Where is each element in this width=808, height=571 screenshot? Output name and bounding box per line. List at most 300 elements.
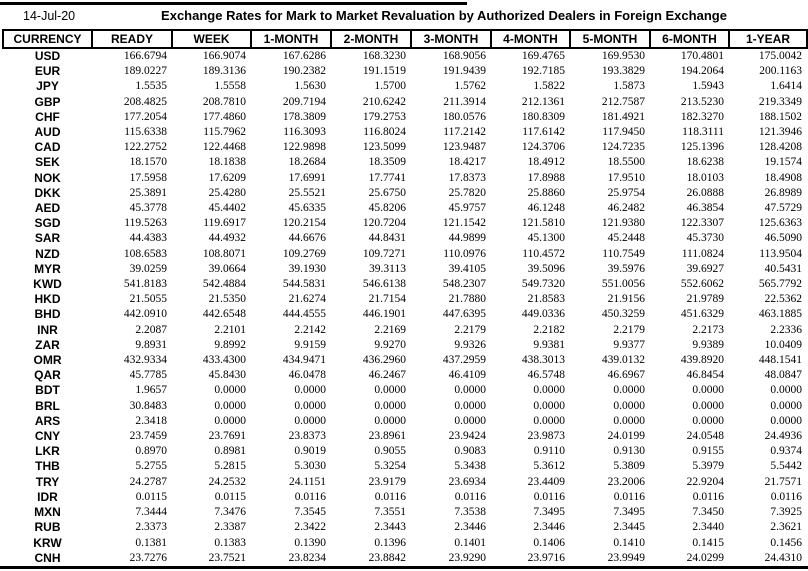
rate-value-3-month: 117.2142: [443, 126, 486, 139]
rate-value-week: 122.4468: [202, 141, 246, 154]
rate-value-1-month: 17.6991: [288, 171, 326, 184]
currency-code: BHD: [34, 307, 61, 322]
rate-value-4-month: 0.9110: [533, 445, 565, 458]
rate-value-6-month: 0.9155: [692, 445, 724, 458]
column-header-1-month: 1-MONTH: [251, 30, 331, 48]
rate-value-2-month: 210.6242: [362, 95, 406, 108]
rate-value-week: 0.0000: [214, 384, 246, 397]
rate-value-1-month: 0.0000: [294, 384, 326, 397]
rate-value-5-month: 2.3445: [613, 521, 645, 534]
rate-value-5-month: 110.7549: [602, 247, 645, 260]
rate-value-1-month: 116.3093: [283, 126, 326, 139]
rate-value-3-month: 548.2307: [442, 278, 486, 291]
rate-value-5-month: 0.0000: [613, 384, 645, 397]
rate-value-6-month: 194.2064: [680, 65, 724, 78]
rate-value-week: 0.8981: [214, 445, 246, 458]
rate-value-4-month: 9.9381: [533, 338, 565, 351]
rate-value-1-year: 448.1541: [758, 354, 802, 367]
rate-value-3-month: 18.4217: [448, 156, 486, 169]
table-row-sar: [3, 231, 807, 246]
rate-value-week: 208.7810: [202, 95, 246, 108]
rate-value-2-month: 0.1396: [374, 536, 406, 549]
rate-value-week: 1.5558: [214, 80, 246, 93]
rate-value-5-month: 117.9450: [602, 126, 645, 139]
rate-value-ready: 39.0259: [129, 262, 167, 275]
rate-value-6-month: 552.6062: [680, 278, 724, 291]
rate-value-week: 7.3476: [214, 506, 246, 519]
rate-value-4-month: 25.8860: [527, 186, 565, 199]
rate-value-6-month: 46.3854: [686, 202, 724, 215]
rate-value-2-month: 21.7154: [368, 293, 406, 306]
rate-value-1-month: 1.5630: [294, 80, 326, 93]
rate-value-1-year: 200.1163: [759, 65, 802, 78]
rate-value-2-month: 436.2960: [362, 354, 406, 367]
rate-value-3-month: 0.9083: [454, 445, 486, 458]
rate-value-3-month: 0.0116: [454, 490, 486, 503]
rate-value-ready: 108.6583: [123, 247, 167, 260]
rate-value-1-month: 2.2142: [294, 323, 326, 336]
rate-value-1-year: 24.4310: [764, 551, 802, 564]
table-row-cad: [3, 140, 807, 155]
rate-value-2-month: 44.8431: [368, 232, 406, 245]
currency-code: IDR: [37, 489, 58, 504]
exchange-rates-table: [2, 29, 808, 566]
rate-value-week: 18.1838: [208, 156, 246, 169]
rate-value-5-month: 450.3259: [601, 308, 645, 321]
column-header-6-month: 6-MONTH: [650, 30, 729, 48]
table-row-brl: [3, 399, 807, 414]
currency-code: EUR: [34, 64, 61, 79]
rate-value-ready: 21.5055: [129, 293, 167, 306]
rate-value-1-year: 0.9374: [770, 445, 802, 458]
rate-value-week: 442.6548: [202, 308, 246, 321]
rate-value-ready: 2.2087: [135, 323, 167, 336]
rate-value-4-month: 0.0000: [533, 384, 565, 397]
table-row-nzd: [3, 247, 807, 262]
rate-value-ready: 177.2054: [123, 110, 167, 123]
table-row-qar: [3, 368, 807, 383]
rate-value-4-month: 0.1406: [533, 536, 565, 549]
report-date: 14-Jul-20: [23, 9, 76, 23]
rate-value-week: 17.6209: [208, 171, 246, 184]
column-header-4-month: 4-MONTH: [491, 30, 570, 48]
rate-value-6-month: 111.0824: [681, 247, 724, 260]
table-row-eur: [3, 64, 807, 79]
rate-value-2-month: 116.8024: [363, 126, 406, 139]
table-row-lkr: [3, 444, 807, 459]
currency-code: THB: [35, 459, 60, 474]
rate-value-ready: 0.1381: [135, 536, 167, 549]
rate-value-3-month: 44.9899: [448, 232, 486, 245]
rate-value-1-year: 128.4208: [758, 141, 802, 154]
top-border-line: [0, 2, 467, 5]
table-row-gbp: [3, 95, 807, 110]
rate-value-5-month: 0.0000: [613, 399, 645, 412]
rate-value-3-month: 0.0000: [454, 414, 486, 427]
rate-value-1-month: 0.0000: [294, 399, 326, 412]
rate-value-1-month: 2.3422: [294, 521, 326, 534]
rate-value-week: 2.2101: [214, 323, 246, 336]
rate-value-5-month: 17.9510: [607, 171, 645, 184]
rate-value-6-month: 9.9389: [692, 338, 724, 351]
table-row-cnh: [3, 551, 807, 566]
rate-value-week: 45.4402: [208, 202, 246, 215]
currency-code: MYR: [34, 261, 61, 276]
column-header-week: WEEK: [172, 30, 251, 48]
rate-value-5-month: 551.0056: [601, 278, 645, 291]
rate-value-ready: 30.8483: [129, 399, 167, 412]
rate-value-4-month: 212.1361: [521, 95, 565, 108]
rate-value-week: 39.0664: [208, 262, 246, 275]
table-row-idr: [3, 490, 807, 505]
rate-value-3-month: 2.2179: [454, 323, 486, 336]
rate-value-1-year: 46.5090: [764, 232, 802, 245]
column-header-1-year: 1-YEAR: [729, 30, 807, 48]
rate-value-3-month: 9.9326: [454, 338, 486, 351]
rate-value-ready: 189.0227: [123, 65, 167, 78]
rate-value-1-year: 2.3621: [770, 521, 802, 534]
rate-value-3-month: 1.5762: [454, 80, 486, 93]
rate-value-1-year: 18.4908: [764, 171, 802, 184]
rate-value-3-month: 0.0000: [454, 399, 486, 412]
rate-value-week: 21.5350: [208, 293, 246, 306]
rate-value-1-year: 7.3925: [770, 506, 802, 519]
column-header-2-month: 2-MONTH: [331, 30, 411, 48]
currency-code: KWD: [33, 277, 62, 292]
rate-value-ready: 1.5535: [135, 80, 167, 93]
rate-value-1-month: 21.6274: [288, 293, 326, 306]
table-row-bdt: [3, 383, 807, 398]
rate-value-1-month: 120.2154: [282, 217, 326, 230]
table-row-cny: [3, 429, 807, 444]
rate-value-1-month: 44.6676: [288, 232, 326, 245]
table-row-jpy: [3, 79, 807, 94]
rate-value-5-month: 46.2482: [607, 202, 645, 215]
table-body: [3, 48, 807, 566]
rate-value-1-year: 40.5431: [764, 262, 802, 275]
rate-value-4-month: 23.9873: [527, 430, 565, 443]
table-header-row: [3, 30, 807, 48]
rate-value-6-month: 118.3111: [682, 126, 724, 139]
rate-value-1-month: 109.2769: [282, 247, 326, 260]
currency-code: SGD: [34, 216, 61, 231]
rate-value-1-month: 5.3030: [294, 460, 326, 473]
rate-value-3-month: 45.9757: [448, 202, 486, 215]
rate-value-week: 108.8071: [202, 247, 246, 260]
rate-value-6-month: 21.9789: [686, 293, 724, 306]
rate-value-4-month: 110.4572: [522, 247, 565, 260]
table-row-bhd: [3, 307, 807, 322]
currency-code: CNY: [34, 429, 61, 444]
table-row-mxn: [3, 505, 807, 520]
rate-value-1-month: 190.2382: [282, 65, 326, 78]
rate-value-3-month: 123.9487: [442, 141, 486, 154]
rate-value-6-month: 213.5230: [680, 95, 724, 108]
rate-value-2-month: 1.5700: [374, 80, 406, 93]
rate-value-week: 119.6917: [203, 217, 246, 230]
rate-value-3-month: 17.8373: [448, 171, 486, 184]
rate-value-1-year: 463.1885: [758, 308, 802, 321]
rate-value-ready: 119.5263: [124, 217, 167, 230]
currency-code: CAD: [34, 140, 61, 155]
rate-value-4-month: 180.8309: [521, 110, 565, 123]
rate-value-ready: 442.0910: [123, 308, 167, 321]
rate-value-4-month: 23.4409: [527, 475, 565, 488]
rate-value-6-month: 39.6927: [686, 262, 724, 275]
currency-code: CNH: [34, 550, 61, 565]
rate-value-5-month: 23.2006: [607, 475, 645, 488]
rate-value-6-month: 1.5943: [692, 80, 724, 93]
rate-value-5-month: 5.3809: [613, 460, 645, 473]
rate-value-ready: 541.8183: [123, 278, 167, 291]
rate-value-week: 23.7521: [208, 551, 246, 564]
rate-value-1-year: 2.2336: [770, 323, 802, 336]
rate-value-week: 5.2815: [214, 460, 246, 473]
rate-value-1-year: 0.0000: [770, 399, 802, 412]
rate-value-4-month: 117.6142: [522, 126, 565, 139]
rate-value-1-year: 113.9504: [759, 247, 802, 260]
rate-value-5-month: 25.9754: [607, 186, 645, 199]
rate-value-6-month: 182.3270: [680, 110, 724, 123]
currency-code: KRW: [33, 535, 62, 550]
rate-value-2-month: 168.3230: [362, 50, 406, 62]
currency-code: AUD: [34, 125, 61, 140]
rate-value-6-month: 122.3307: [680, 217, 724, 230]
column-header-3-month: 3-MONTH: [411, 30, 491, 48]
column-header-ready: READY: [92, 30, 172, 48]
rate-value-4-month: 2.2182: [533, 323, 565, 336]
rate-value-1-year: 0.1456: [770, 536, 802, 549]
rate-value-ready: 0.0115: [135, 490, 167, 503]
table-row-sek: [3, 155, 807, 170]
rate-value-2-month: 0.0116: [374, 490, 406, 503]
rate-value-1-month: 434.9471: [282, 354, 326, 367]
rate-value-ready: 432.9334: [123, 354, 167, 367]
table-row-chf: [3, 110, 807, 125]
currency-code: OMR: [33, 353, 62, 368]
rate-value-2-month: 9.9270: [374, 338, 406, 351]
rate-value-3-month: 110.0976: [443, 247, 486, 260]
rate-value-2-month: 7.3551: [374, 506, 406, 519]
rate-value-6-month: 0.0000: [692, 399, 724, 412]
rate-value-week: 542.4884: [202, 278, 246, 291]
rate-value-week: 0.1383: [214, 536, 246, 549]
rate-value-3-month: 21.7880: [448, 293, 486, 306]
rate-value-5-month: 18.5500: [607, 156, 645, 169]
rate-value-ready: 7.3444: [135, 506, 167, 519]
currency-code: USD: [34, 49, 61, 63]
rate-value-ready: 23.7276: [129, 551, 167, 564]
rate-value-2-month: 2.2169: [374, 323, 406, 336]
rate-value-1-year: 0.0000: [770, 384, 802, 397]
rate-value-week: 433.4300: [202, 354, 246, 367]
rate-value-5-month: 45.2448: [607, 232, 645, 245]
rate-value-2-month: 17.7741: [368, 171, 406, 184]
rate-value-2-month: 0.9055: [374, 445, 406, 458]
rate-value-ready: 18.1570: [129, 156, 167, 169]
page-title: Exchange Rates for Mark to Market Revaluation by Authorized Dealers in Foreign Exchange: [161, 8, 727, 23]
rate-value-1-month: 544.5831: [282, 278, 326, 291]
rate-value-3-month: 121.1542: [442, 217, 486, 230]
table-row-ars: [3, 414, 807, 429]
rate-value-1-month: 23.8234: [288, 551, 326, 564]
table-row-sgd: [3, 216, 807, 231]
rate-value-3-month: 211.3914: [443, 95, 486, 108]
table-row-omr: [3, 353, 807, 368]
rate-value-week: 23.7691: [208, 430, 246, 443]
rate-value-2-month: 109.7271: [362, 247, 406, 260]
table-row-rub: [3, 520, 807, 535]
currency-code: TRY: [35, 474, 60, 489]
rate-value-1-month: 25.5521: [288, 186, 326, 199]
rate-value-5-month: 1.5873: [613, 80, 645, 93]
rate-value-6-month: 2.3440: [692, 521, 724, 534]
currency-code: QAR: [34, 368, 61, 383]
rate-value-week: 44.4932: [208, 232, 246, 245]
rate-value-2-month: 18.3509: [368, 156, 406, 169]
rate-value-week: 25.4280: [208, 186, 246, 199]
rate-value-6-month: 439.8920: [680, 354, 724, 367]
rate-value-2-month: 191.1519: [362, 65, 406, 78]
rate-value-1-year: 5.5442: [770, 460, 802, 473]
rate-value-1-year: 24.4936: [764, 430, 802, 443]
rate-value-3-month: 7.3538: [454, 506, 486, 519]
rate-value-ready: 17.5958: [129, 171, 167, 184]
rate-value-2-month: 39.3113: [369, 262, 406, 275]
rate-value-4-month: 39.5096: [527, 262, 565, 275]
rate-value-4-month: 1.5822: [533, 80, 565, 93]
table-row-zar: [3, 338, 807, 353]
rate-value-1-month: 209.7194: [282, 95, 326, 108]
rate-value-2-month: 23.8842: [368, 551, 406, 564]
rate-value-ready: 2.3373: [135, 521, 167, 534]
rate-value-week: 177.4860: [202, 110, 246, 123]
currency-code: LKR: [35, 444, 60, 459]
rate-value-1-year: 125.6363: [758, 217, 802, 230]
rate-value-week: 0.0115: [214, 490, 246, 503]
rate-value-3-month: 39.4105: [448, 262, 486, 275]
rate-value-1-month: 18.2684: [288, 156, 326, 169]
table-row-nok: [3, 171, 807, 186]
rate-value-1-year: 219.3349: [758, 95, 802, 108]
rate-value-week: 115.7962: [203, 126, 246, 139]
rate-value-3-month: 23.9290: [448, 551, 486, 564]
currency-code: NOK: [34, 170, 61, 185]
rate-value-5-month: 0.0000: [613, 414, 645, 427]
rate-value-1-month: 23.8373: [288, 430, 326, 443]
column-header-5-month: 5-MONTH: [570, 30, 650, 48]
rate-value-4-month: 46.1248: [527, 202, 565, 215]
rate-value-6-month: 18.6238: [686, 156, 724, 169]
rate-value-3-month: 2.3446: [454, 521, 486, 534]
rate-value-5-month: 39.5976: [607, 262, 645, 275]
rate-value-1-year: 0.0000: [770, 414, 802, 427]
rate-value-6-month: 5.3979: [692, 460, 724, 473]
rate-value-1-year: 10.0409: [764, 338, 802, 351]
rate-value-4-month: 121.5810: [521, 217, 565, 230]
rate-value-1-month: 0.0116: [294, 490, 326, 503]
rate-value-3-month: 0.1401: [454, 536, 486, 549]
rate-value-1-month: 444.4555: [282, 308, 326, 321]
rate-value-1-year: 19.1574: [764, 156, 802, 169]
rate-value-6-month: 46.8454: [686, 369, 724, 382]
rate-value-3-month: 23.6934: [448, 475, 486, 488]
rate-value-week: 189.3136: [202, 65, 246, 78]
rate-value-4-month: 45.1300: [527, 232, 565, 245]
rate-value-ready: 24.2787: [129, 475, 167, 488]
rate-value-6-month: 24.0548: [686, 430, 724, 443]
rate-value-4-month: 7.3495: [533, 506, 565, 519]
rate-value-3-month: 23.9424: [448, 430, 486, 443]
table-row-inr: [3, 323, 807, 338]
rate-value-ready: 2.3418: [135, 414, 167, 427]
rate-value-2-month: 45.8206: [368, 202, 406, 215]
rate-value-1-month: 178.3809: [282, 110, 326, 123]
rate-value-4-month: 549.7320: [521, 278, 565, 291]
rate-value-4-month: 21.8583: [527, 293, 565, 306]
rate-value-6-month: 45.3730: [686, 232, 724, 245]
rate-value-1-year: 21.7571: [764, 475, 802, 488]
rate-value-5-month: 46.6967: [607, 369, 645, 382]
rate-value-1-month: 167.6286: [282, 50, 326, 62]
rate-value-ready: 44.4383: [129, 232, 167, 245]
rate-value-3-month: 5.3438: [454, 460, 486, 473]
rate-value-6-month: 0.0000: [692, 384, 724, 397]
rate-value-week: 0.0000: [214, 399, 246, 412]
column-header-currency: CURRENCY: [3, 30, 92, 48]
rate-value-4-month: 2.3446: [533, 521, 565, 534]
rate-value-5-month: 439.0132: [601, 354, 645, 367]
rate-value-5-month: 121.9380: [601, 217, 645, 230]
rate-value-6-month: 125.1396: [680, 141, 724, 154]
rate-value-week: 45.8430: [208, 369, 246, 382]
rate-value-2-month: 546.6138: [362, 278, 406, 291]
currency-code: JPY: [36, 79, 59, 94]
rate-value-1-year: 565.7792: [758, 278, 802, 291]
currency-code: HKD: [34, 292, 61, 307]
rate-value-3-month: 180.0576: [442, 110, 486, 123]
rate-value-1-year: 1.6414: [770, 80, 802, 93]
rate-value-1-year: 26.8989: [764, 186, 802, 199]
currency-code: INR: [37, 322, 58, 337]
currency-code: ZAR: [35, 337, 60, 352]
currency-code: GBP: [34, 94, 61, 109]
rate-value-6-month: 0.0116: [692, 490, 724, 503]
rate-value-1-year: 0.0116: [770, 490, 802, 503]
rate-value-6-month: 24.0299: [686, 551, 724, 564]
rate-value-6-month: 170.4801: [680, 50, 724, 62]
rate-value-ready: 1.9657: [135, 384, 167, 397]
rate-value-3-month: 46.4109: [448, 369, 486, 382]
rate-value-6-month: 7.3450: [692, 506, 724, 519]
table-row-hkd: [3, 292, 807, 307]
rate-value-4-month: 124.3706: [521, 141, 565, 154]
rate-value-4-month: 192.7185: [521, 65, 565, 78]
rate-value-5-month: 24.0199: [607, 430, 645, 443]
rate-value-4-month: 0.0116: [533, 490, 565, 503]
table-row-myr: [3, 262, 807, 277]
rate-value-ready: 115.6338: [124, 126, 167, 139]
currency-code: SEK: [35, 155, 60, 170]
rate-value-2-month: 2.3443: [374, 521, 406, 534]
rate-value-3-month: 25.7820: [448, 186, 486, 199]
rate-value-2-month: 0.0000: [374, 414, 406, 427]
rate-value-4-month: 23.9716: [527, 551, 565, 564]
rate-value-week: 0.0000: [214, 414, 246, 427]
rate-value-1-month: 122.9898: [282, 141, 326, 154]
rate-value-4-month: 0.0000: [533, 414, 565, 427]
bottom-border-line: [0, 566, 808, 569]
